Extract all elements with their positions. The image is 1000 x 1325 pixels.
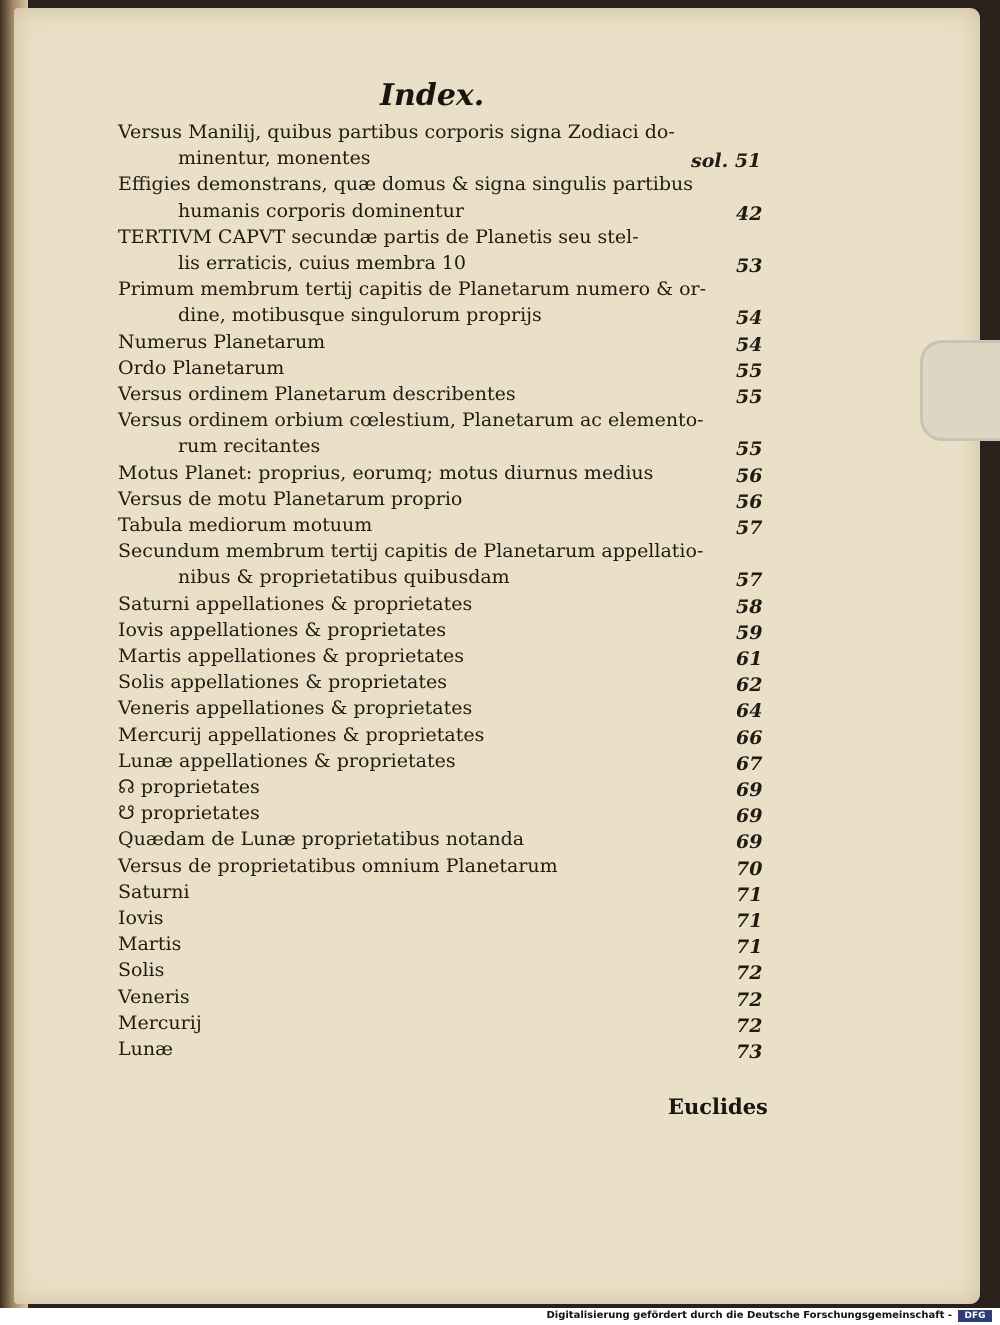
index-page-number: 69 [736, 805, 763, 828]
index-entry: Saturni [118, 880, 190, 903]
index-entry: ☊ proprietates [118, 776, 260, 798]
index-page-number: 70 [736, 857, 763, 880]
index-entry: Secundum membrum tertij capitis de Planetarum appellatio- [118, 540, 704, 563]
index-entry-continuation: dine, motibusque singulorum proprijs [178, 304, 542, 327]
footer-bar [0, 1308, 1000, 1325]
index-entry: Versus ordinem Planetarum describentes [118, 383, 516, 405]
index-entry: Numerus Planetarum [118, 330, 326, 353]
index-page-number: 56 [736, 490, 763, 513]
index-entry: Versus de proprietatibus omnium Planetarum [118, 854, 558, 877]
index-page-number: 54 [736, 307, 763, 330]
index-page-number: 57 [736, 517, 763, 539]
index-entry: Mercurij appellationes & proprietates [118, 723, 485, 746]
index-entry: Primum membrum tertij capitis de Planetarum numero & or- [118, 278, 707, 301]
index-entry: Martis [118, 933, 182, 956]
index-page-number: 71 [736, 936, 763, 959]
index-page-number: 73 [736, 1041, 763, 1063]
index-entry: Quædam de Lunæ proprietatibus notanda [118, 828, 525, 851]
index-page-number: 55 [736, 386, 763, 408]
index-entry: Lunæ appellationes & proprietates [118, 749, 456, 772]
index-entry: Versus de motu Planetarum proprio [118, 487, 463, 510]
index-entry: Veneris [118, 985, 190, 1008]
index-page-number: 54 [736, 333, 763, 356]
dfg-logo-icon: DFG [958, 1310, 992, 1322]
index-entry-continuation: minentur, monentes [178, 147, 371, 170]
index-entry: Mercurij [118, 1011, 202, 1034]
index-page-number: 71 [736, 910, 763, 932]
index-page-number: 72 [736, 962, 763, 985]
index-page-number: 58 [736, 595, 763, 618]
index-entry-continuation: humanis corporis dominentur [178, 199, 465, 222]
index-entry: Solis appellationes & proprietates [118, 671, 447, 694]
index-page-number: 66 [736, 726, 763, 749]
index-entry: Effigies demonstrans, quæ domus & signa singulis partibus [118, 173, 694, 196]
index-page-number: sol. 51 [691, 150, 762, 173]
running-head: Index. [380, 78, 485, 113]
index-page-number: 72 [736, 988, 763, 1011]
index-page-number: 69 [736, 831, 763, 854]
index-entry: Versus Manilij, quibus partibus corporis signa Zodiaci do- [118, 121, 675, 143]
index-entry: Lunæ [118, 1038, 173, 1060]
index-page-number: 61 [736, 648, 763, 670]
index-entry: Motus Planet: proprius, eorumq; motus diurnus medius [118, 461, 654, 484]
index-entry: Iovis appellationes & proprietates [118, 618, 447, 641]
index-page-number: 56 [736, 464, 763, 487]
index-page-number: 64 [736, 700, 763, 723]
index-page-number: 55 [736, 359, 763, 382]
index-page-number: 42 [736, 202, 763, 225]
index-entry: ☋ proprietates [118, 802, 260, 825]
index-page-number: 69 [736, 779, 763, 801]
index-page-number: 55 [736, 438, 763, 461]
index-entry: Versus ordinem orbium cœlestium, Planetarum ac elemento- [118, 409, 704, 432]
index-entry: Saturni appellationes & proprietates [118, 592, 473, 615]
index-entry: Veneris appellationes & proprietates [118, 697, 473, 720]
index-page-number: 67 [736, 752, 763, 775]
funding-notice: Digitalisierung gefördert durch die Deutsche Forschungsgemeinschaft - [546, 1310, 952, 1321]
index-entry: Iovis [118, 907, 164, 929]
index-entry: Ordo Planetarum [118, 356, 285, 379]
index-entry: Tabula mediorum motuum [118, 514, 373, 536]
index-page-number: 59 [736, 621, 763, 644]
catchword: Euclides [668, 1094, 768, 1119]
index-entry: Solis [118, 959, 165, 982]
index-page-number: 71 [736, 883, 763, 906]
index-entry-continuation: nibus & proprietatibus quibusdam [178, 566, 510, 589]
index-page-number: 62 [736, 674, 763, 697]
index-page-number: 72 [736, 1014, 763, 1037]
index-entry-continuation: lis erraticis, cuius membra 10 [178, 252, 466, 274]
index-page-number: 57 [736, 569, 763, 592]
index-entry: Martis appellationes & proprietates [118, 645, 464, 667]
index-entry: TERTIVM CAPVT secundæ partis de Planetis seu stel- [118, 225, 639, 248]
index-entry-continuation: rum recitantes [178, 435, 321, 458]
index-page-number: 53 [736, 255, 763, 277]
